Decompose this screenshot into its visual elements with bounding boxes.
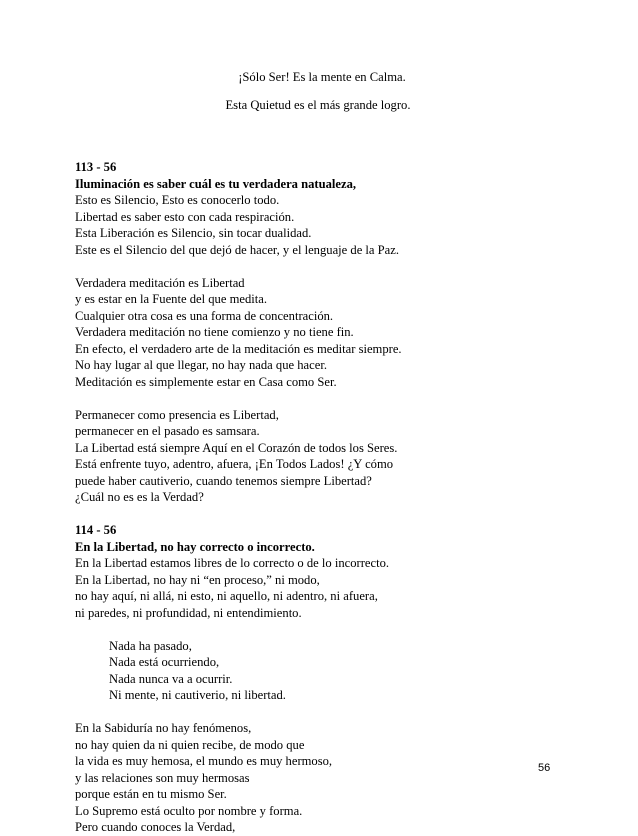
body-text — [75, 159, 595, 836]
text-line: En la Sabiduría no hay fenómenos, — [75, 721, 252, 735]
text-line: permanecer en el pasado es samsara. — [75, 424, 260, 438]
text-line: puede haber cautiverio, cuando tenemos siempre Libertad? — [75, 473, 372, 488]
verse-line: Nada nunca va a ocurrir. — [109, 671, 233, 686]
text-line: En efecto, el verdadero arte de la meditación es meditar siempre. — [75, 341, 402, 356]
text-line: Verdadera meditación es Libertad — [75, 275, 245, 290]
section-title: En la Libertad, no hay correcto o incorrecto. — [75, 539, 315, 554]
paragraph — [75, 192, 595, 258]
text-line: Lo Supremo está oculto por nombre y forma. — [75, 803, 303, 818]
verse-line: Nada está ocurriendo, — [109, 655, 220, 669]
text-line: Esto es Silencio, Esto es conocerlo todo. — [75, 193, 280, 207]
text-line: y las relaciones son muy hermosas — [75, 770, 250, 785]
header-line-2: Esta Quietud es el más grande logro. — [225, 98, 411, 112]
text-line: No hay lugar al que llegar, no hay nada que hacer. — [75, 358, 327, 372]
text-line: Meditación es simplemente estar en Casa como Ser. — [75, 374, 337, 389]
header-line-1: ¡Sólo Ser! Es la mente en Calma. — [238, 70, 406, 84]
verse-line: Nada ha pasado, — [109, 638, 192, 653]
verse-line: Ni mente, ni cautiverio, ni libertad. — [109, 688, 286, 702]
text-line: ¿Cuál no es es la Verdad? — [75, 490, 204, 504]
text-line: En la Libertad, no hay ni “en proceso,” ni modo, — [75, 572, 320, 587]
text-line: Pero cuando conoces la Verdad, — [75, 820, 236, 834]
text-line: Libertad es saber esto con cada respiración. — [75, 209, 295, 224]
text-line: la vida es muy hemosa, el mundo es muy hermoso, — [75, 754, 333, 768]
text-line: Verdadera meditación no tiene comienzo y no tiene fin. — [75, 325, 354, 339]
text-line: Esta Liberación es Silencio, sin tocar dualidad. — [75, 226, 312, 240]
text-line: Está enfrente tuyo, adentro, afuera, ¡En Todos Lados! ¿Y cómo — [75, 457, 394, 471]
paragraph — [75, 407, 595, 506]
section-number: 113 - 56 — [75, 160, 117, 174]
page-number: 56 — [538, 762, 551, 774]
text-line: no hay quien da ni quien recibe, de modo que — [75, 737, 305, 752]
text-line: y es estar en la Fuente del que medita. — [75, 292, 267, 306]
text-line: porque están en tu mismo Ser. — [75, 787, 227, 801]
text-line: ni paredes, ni profundidad, ni entendimiento. — [75, 605, 302, 620]
indented-verse — [75, 638, 595, 704]
text-line: Este es el Silencio del que dejó de hacer, y el lenguaje de la Paz. — [75, 242, 400, 257]
paragraph — [75, 555, 595, 621]
text-line: La Libertad está siempre Aquí en el Corazón de todos los Seres. — [75, 440, 398, 455]
text-line: no hay aquí, ni allá, ni esto, ni aquello, ni adentro, ni afuera, — [75, 589, 378, 603]
paragraph — [75, 720, 595, 836]
text-line: Cualquier otra cosa es una forma de concentración. — [75, 308, 334, 323]
section-title: Iluminación es saber cuál es tu verdadera natualeza, — [75, 176, 357, 191]
text-line: Permanecer como presencia es Libertad, — [75, 407, 279, 422]
text-line: En la Libertad estamos libres de lo correcto o de lo incorrecto. — [75, 556, 390, 570]
paragraph — [75, 275, 595, 391]
section-number: 114 - 56 — [75, 523, 117, 537]
